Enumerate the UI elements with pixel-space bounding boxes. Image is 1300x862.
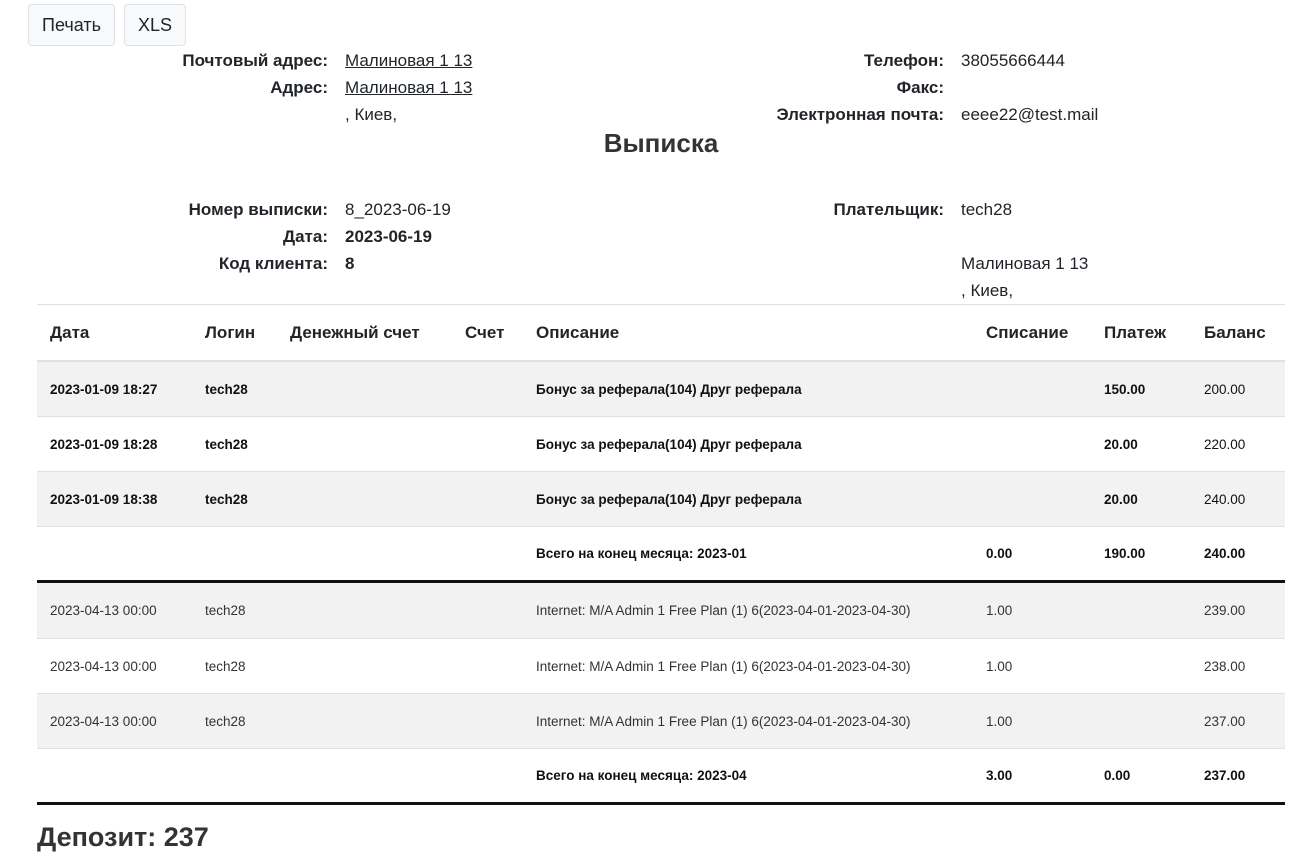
table-row [37, 694, 1285, 749]
statement-date-value: 2023-06-19 [345, 227, 432, 246]
cell-account [452, 582, 523, 639]
cell-date: 2023-04-13 00:00 [37, 582, 192, 639]
cell-account [452, 749, 523, 804]
cell-balance: 240.00 [1191, 527, 1285, 582]
email-label: Электронная почта: [776, 105, 944, 124]
cell-date: 2023-04-13 00:00 [37, 639, 192, 694]
table-row [37, 582, 1285, 639]
print-button[interactable]: Печать [28, 4, 115, 46]
cell-date: 2023-01-09 18:27 [37, 361, 192, 417]
col-header-debit: Списание [973, 305, 1091, 362]
cell-balance: 237.00 [1191, 749, 1285, 804]
cell-login: tech28 [192, 361, 277, 417]
address-value: Малиновая 1 13 [345, 78, 473, 97]
cell-balance: 238.00 [1191, 639, 1285, 694]
month-total-row [37, 527, 1285, 582]
payer-label: Плательщик: [833, 200, 944, 219]
cell-login: tech28 [192, 417, 277, 472]
cell-date [37, 527, 192, 582]
cell-money-account [277, 694, 452, 749]
cell-description: Бонус за реферала(104) Друг реферала [523, 361, 973, 417]
client-code-value: 8 [345, 254, 355, 273]
phone-value: 38055666444 [961, 51, 1066, 70]
cell-payment: 20.00 [1091, 417, 1191, 472]
cell-debit: 3.00 [973, 749, 1091, 804]
col-header-description: Описание [523, 305, 973, 362]
table-row [37, 639, 1285, 694]
cell-money-account [277, 639, 452, 694]
cell-money-account [277, 417, 452, 472]
cell-debit: 1.00 [973, 694, 1091, 749]
cell-date: 2023-01-09 18:38 [37, 472, 192, 527]
address-label: Адрес: [270, 78, 328, 97]
cell-debit [973, 472, 1091, 527]
cell-money-account [277, 582, 452, 639]
cell-balance: 237.00 [1191, 694, 1285, 749]
cell-debit [973, 417, 1091, 472]
payer-address: Малиновая 1 13 [961, 254, 1089, 273]
cell-date: 2023-04-13 00:00 [37, 694, 192, 749]
cell-payment: 0.00 [1091, 749, 1191, 804]
deposit-total: Депозит: 237 [37, 822, 209, 852]
col-header-payment: Платеж [1091, 305, 1191, 362]
cell-balance: 240.00 [1191, 472, 1285, 527]
cell-date [37, 749, 192, 804]
col-header-money-account: Денежный счет [277, 305, 452, 362]
email-value: eeee22@test.mail [961, 105, 1099, 124]
table-header-row [37, 305, 1285, 362]
cell-money-account [277, 472, 452, 527]
table-row [37, 417, 1285, 472]
cell-payment [1091, 582, 1191, 639]
cell-balance: 200.00 [1191, 361, 1285, 417]
col-header-date: Дата [37, 305, 192, 362]
statement-number-label: Номер выписки: [188, 200, 328, 219]
cell-debit [973, 361, 1091, 417]
cell-debit: 0.00 [973, 527, 1091, 582]
cell-payment [1091, 639, 1191, 694]
cell-login: tech28 [192, 472, 277, 527]
cell-login [192, 527, 277, 582]
cell-balance: 220.00 [1191, 417, 1285, 472]
cell-description: Бонус за реферала(104) Друг реферала [523, 472, 973, 527]
cell-account [452, 472, 523, 527]
cell-debit: 1.00 [973, 582, 1091, 639]
cell-debit: 1.00 [973, 639, 1091, 694]
cell-description: Всего на конец месяца: 2023-04 [523, 749, 973, 804]
fax-label: Факс: [896, 78, 944, 97]
statement-number-value: 8_2023-06-19 [345, 200, 451, 219]
cell-payment: 150.00 [1091, 361, 1191, 417]
cell-payment [1091, 694, 1191, 749]
col-header-login: Логин [192, 305, 277, 362]
cell-balance: 239.00 [1191, 582, 1285, 639]
cell-account [452, 361, 523, 417]
cell-payment: 20.00 [1091, 472, 1191, 527]
cell-date: 2023-01-09 18:28 [37, 417, 192, 472]
cell-money-account [277, 749, 452, 804]
table-row [37, 361, 1285, 417]
col-header-balance: Баланс [1191, 305, 1285, 362]
cell-login: tech28 [192, 582, 277, 639]
cell-description: Бонус за реферала(104) Друг реферала [523, 417, 973, 472]
statement-table [37, 304, 1285, 805]
cell-money-account [277, 527, 452, 582]
cell-login: tech28 [192, 639, 277, 694]
cell-login [192, 749, 277, 804]
xls-button[interactable]: XLS [124, 4, 186, 46]
address-city: , Киев, [345, 105, 398, 124]
page-title: Выписка [603, 128, 719, 158]
cell-account [452, 527, 523, 582]
cell-payment: 190.00 [1091, 527, 1191, 582]
phone-label: Телефон: [864, 51, 944, 70]
payer-city: , Киев, [961, 281, 1014, 300]
cell-description: Всего на конец месяца: 2023-01 [523, 527, 973, 582]
postal-address-label: Почтовый адрес: [182, 51, 328, 70]
month-total-row [37, 749, 1285, 804]
cell-login: tech28 [192, 694, 277, 749]
cell-description: Internet: M/A Admin 1 Free Plan (1) 6(2023-04-01-2023-04-30) [523, 639, 973, 694]
cell-account [452, 639, 523, 694]
cell-description: Internet: M/A Admin 1 Free Plan (1) 6(2023-04-01-2023-04-30) [523, 582, 973, 639]
cell-description: Internet: M/A Admin 1 Free Plan (1) 6(2023-04-01-2023-04-30) [523, 694, 973, 749]
client-code-label: Код клиента: [218, 254, 328, 273]
cell-money-account [277, 361, 452, 417]
cell-account [452, 417, 523, 472]
statement-date-label: Дата: [282, 227, 328, 246]
cell-account [452, 694, 523, 749]
payer-value: tech28 [961, 200, 1013, 219]
table-row [37, 472, 1285, 527]
col-header-account: Счет [452, 305, 523, 362]
postal-address-value: Малиновая 1 13 [345, 51, 473, 70]
